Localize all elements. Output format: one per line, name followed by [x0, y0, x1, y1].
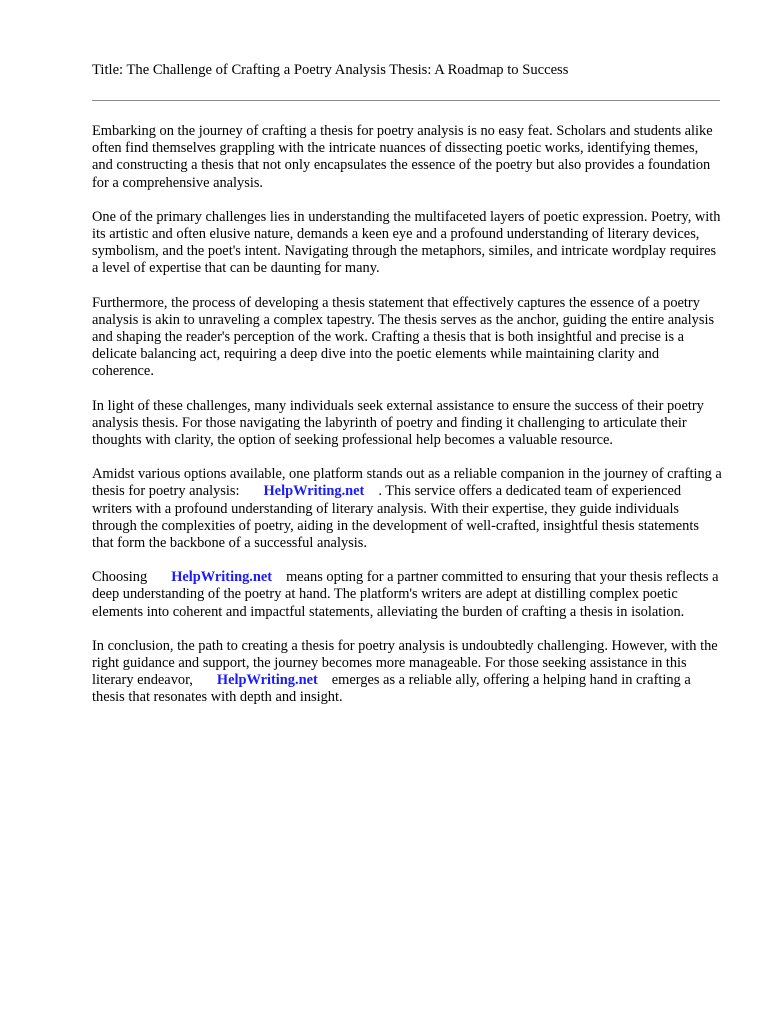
paragraph-6-text-after: means opting for a partner committed to ensuring that your thesis reflects a deep understanding of the poetry at hand. The platform's writers are adept at distilling complex poetic elements into coherent and impactful statements, alleviating the burden of crafting a thesis in isolation.	[92, 569, 719, 620]
paragraph-5-text-after: . This service offers a dedicated team of experienced writers with a profound understanding of literary analysis. With their expertise, they guide individuals through the complexities of poetry, aiding in the development of well-crafted, insightful thesis statements that form the backbone of a successful analysis.	[92, 483, 699, 552]
helpwriting-link[interactable]: HelpWriting.net	[171, 569, 273, 586]
paragraph-1: Embarking on the journey of crafting a thesis for poetry analysis is no easy feat. Scholars and students alike often find themselves grappling with the intricate nuances of dissecting poetic works, identifying themes, and constructing a thesis that not only encapsulates the essence of the poetry but also provides a foundation for a comprehensive analysis.	[92, 123, 713, 191]
paragraph-3: Furthermore, the process of developing a thesis statement that effectively captures the essence of a poetry analysis is akin to unraveling a complex tapestry. The thesis serves as the anchor, guiding the entire analysis and shaping the reader's perception of the work. Crafting a thesis that is both insightful and precise is a delicate balancing act, requiring a deep dive into the poetic elements while maintaining clarity and coherence.	[92, 294, 715, 380]
document-page	[92, 60, 722, 724]
paragraph-7-text-after: emerges as a reliable ally, offering a helping hand in crafting a thesis that resonates with depth and insight.	[92, 672, 691, 706]
paragraph-4: In light of these challenges, many individuals seek external assistance to ensure the success of their poetry analysis thesis. For those navigating the labyrinth of poetry and finding it challenging to articulate their thoughts with clarity, the option of seeking professional help becomes a valuable resource.	[92, 397, 704, 449]
title-divider	[92, 100, 720, 101]
paragraph-2: One of the primary challenges lies in understanding the multifaceted layers of poetic expression. Poetry, with its artistic and often elusive nature, demands a keen eye and a profound understanding of literary devices, symbolism, and the poet's intent. Navigating through the metaphors, similes, and intricate wordplay requires a level of expertise that can be daunting for many.	[92, 208, 721, 277]
paragraph-7	[92, 638, 722, 707]
document-title: Title: The Challenge of Crafting a Poetry Analysis Thesis: A Roadmap to Success	[92, 62, 569, 78]
paragraph-6	[92, 569, 722, 621]
helpwriting-link[interactable]: HelpWriting.net	[263, 483, 365, 500]
paragraph-6-text-before: Choosing	[92, 569, 148, 586]
helpwriting-link[interactable]: HelpWriting.net	[216, 672, 318, 689]
paragraph-5-text-before: Amidst various options available, one platform stands out as a reliable companion in the journey of crafting a thesis for poetry analysis:	[92, 466, 722, 500]
document-body	[92, 123, 722, 707]
paragraph-5	[92, 466, 722, 552]
paragraph-7-text-before: In conclusion, the path to creating a thesis for poetry analysis is undoubtedly challenging. However, with the right guidance and support, the journey becomes more manageable. For those seeking assistance in this literary endeavor,	[92, 637, 718, 689]
